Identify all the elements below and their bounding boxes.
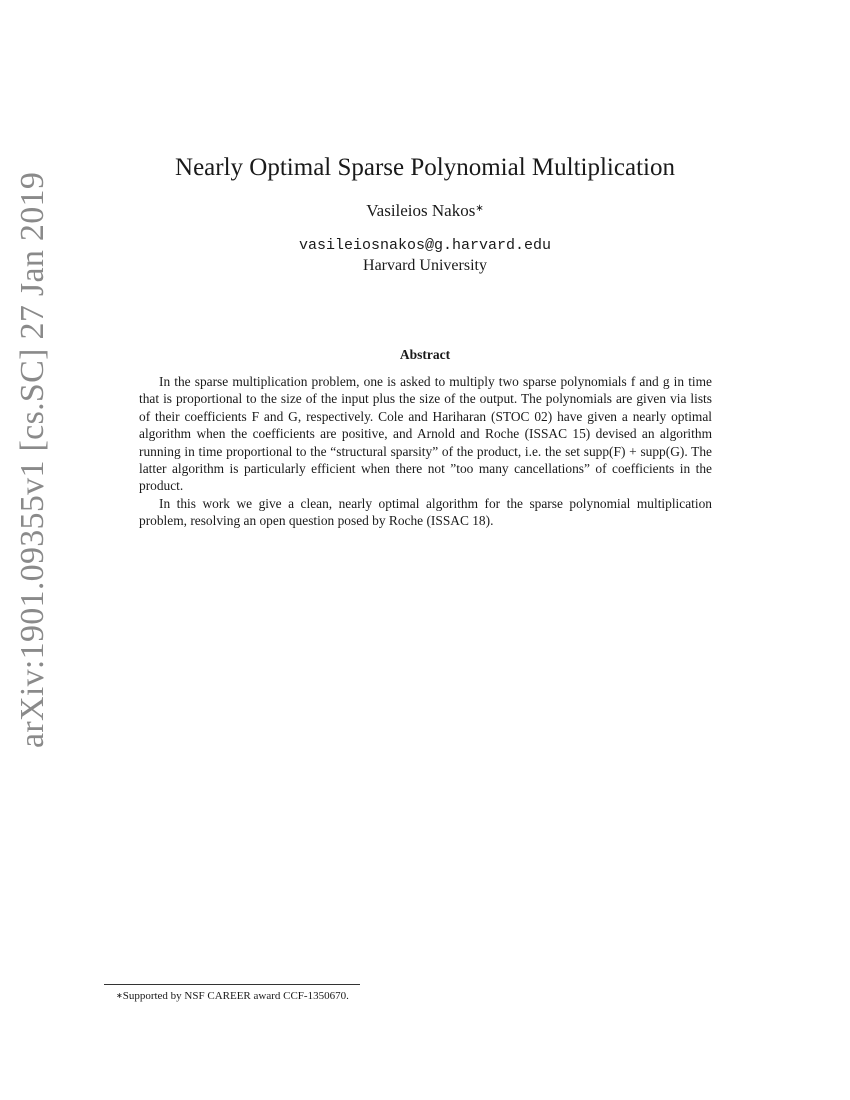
author-email: vasileiosnakos@g.harvard.edu [298, 237, 552, 254]
abstract-paragraph: In the sparse multiplication problem, one is asked to multiply two sparse polynomials f and g in time that is proportional to the size of the input plus the size of the output. The polynomials are given via lists of their coefficients F and G, respectively. Cole and Hariharan (STOC 02) have given a nearly optimal algorithm when the coefficients are positive, and Arnold and Roche (ISSAC 15) devised an algorithm running in time proportional to the “structural sparsity” of the product, i.e. the set supp(F) + supp(G). The latter algorithm is particularly efficient when there not ”too many cancellations” of coefficients in the product. [139, 374, 712, 494]
paper-title: Nearly Optimal Sparse Polynomial Multiplication [175, 154, 675, 181]
abstract-body [139, 373, 712, 530]
author-name: Vasileios Nakos [366, 201, 476, 220]
author-line [0, 200, 850, 222]
footnote-text: Supported by NSF CAREER award CCF-1350670. [122, 990, 349, 1002]
footnote [116, 989, 349, 1004]
author-affiliation: Harvard University [363, 257, 487, 274]
author-footnote-mark: ∗ [475, 203, 484, 214]
footnote-mark: ∗ [116, 991, 123, 1000]
footnote-divider [104, 984, 360, 985]
abstract-heading: Abstract [399, 347, 451, 362]
arxiv-identifier-stamp: arXiv:1901.09355v1 [cs.SC] 27 Jan 2019 [14, 171, 51, 748]
abstract-paragraph: In this work we give a clean, nearly optimal algorithm for the sparse polynomial multiplication problem, resolving an open question posed by Roche (ISSAC 18). [139, 495, 712, 529]
